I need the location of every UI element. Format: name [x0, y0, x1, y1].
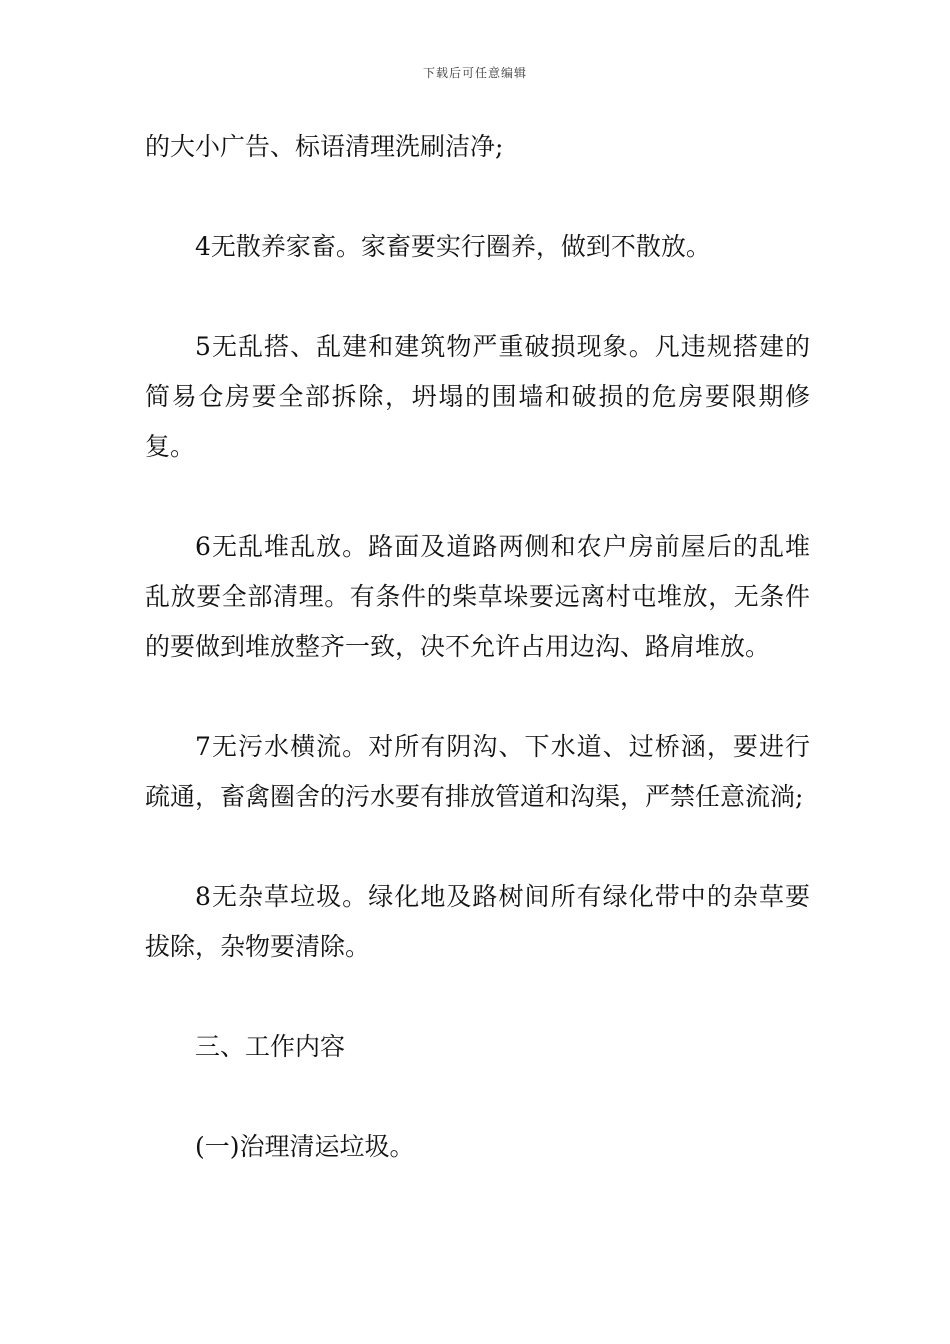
section-heading: 三、工作内容 — [195, 1032, 346, 1061]
paragraph-item-6: 6无乱堆乱放。路面及道路两侧和农户房前屋后的乱堆乱放要全部清理。有条件的柴草垛要远离村屯堆放，无条件的要做到堆放整齐一致，决不允许占用边沟、路肩堆放。 — [145, 532, 810, 661]
page-header-note: 下载后可任意编辑 — [422, 66, 527, 80]
paragraph-item-7: 7无污水横流。对所有阴沟、下水道、过桥涵，要进行疏通，畜禽圈舍的污水要有排放管道和沟渠，严禁任意流淌; — [145, 732, 810, 811]
paragraph-item-5: 5无乱搭、乱建和建筑物严重破损现象。凡违规搭建的简易仓房要全部拆除，坍塌的围墙和破损的危房要限期修复。 — [145, 332, 810, 461]
paragraph-item-8: 8无杂草垃圾。绿化地及路树间所有绿化带中的杂草要拔除，杂物要清除。 — [145, 882, 810, 961]
paragraph-continuation: 的大小广告、标语清理洗刷洁净; — [145, 132, 504, 161]
document-body — [145, 122, 810, 1222]
paragraph-item-4: 4无散养家畜。家畜要实行圈养，做到不散放。 — [195, 232, 711, 261]
subsection-heading: (一)治理清运垃圾。 — [195, 1132, 415, 1161]
